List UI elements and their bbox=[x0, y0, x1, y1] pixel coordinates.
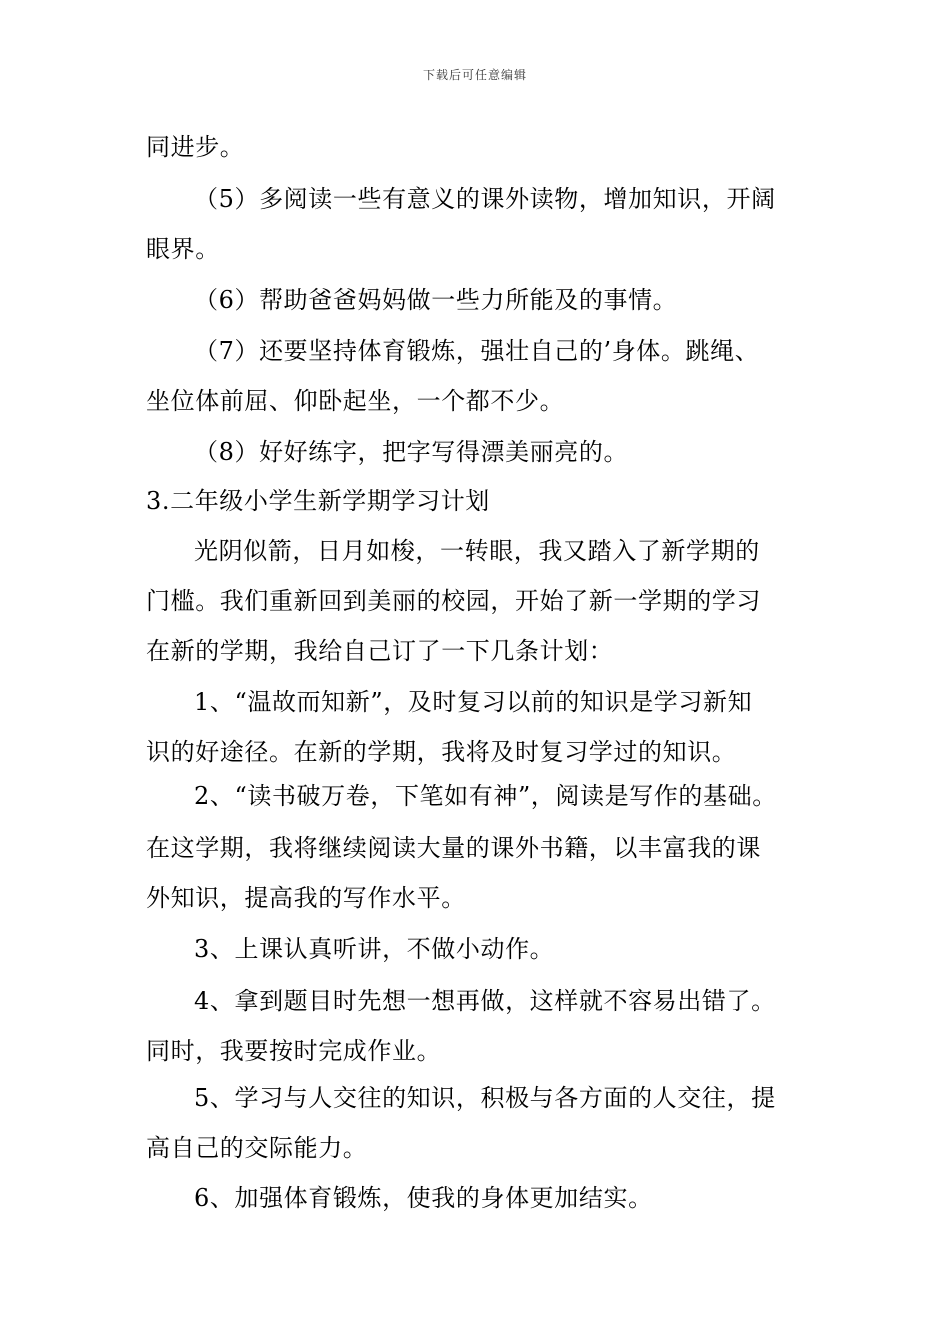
text-line: 4、拿到题目时先想一想再做，这样就不容易出错了。 bbox=[194, 987, 776, 1015]
text-line: 光阴似箭，日月如梭，一转眼，我又踏入了新学期的 bbox=[194, 537, 760, 565]
section-heading: 3.二年级小学生新学期学习计划 bbox=[146, 487, 490, 515]
text-line: （8）好好练字，把字写得漂美丽亮的。 bbox=[194, 438, 629, 466]
text-line: 识的好途径。在新的学期，我将及时复习学过的知识。 bbox=[146, 738, 737, 766]
text-line: 门槛。我们重新回到美丽的校园，开始了新一学期的学习 bbox=[146, 587, 761, 615]
text-line: 1、“温故而知新”，及时复习以前的知识是学习新知 bbox=[194, 688, 753, 716]
text-line: 眼界。 bbox=[146, 235, 220, 263]
text-line: （6）帮助爸爸妈妈做一些力所能及的事情。 bbox=[194, 286, 678, 314]
text-line: 坐位体前屈、仰卧起坐，一个都不少。 bbox=[146, 387, 565, 415]
text-line: 3、上课认真听讲，不做小动作。 bbox=[194, 935, 555, 963]
text-line: （5）多阅读一些有意义的课外读物，增加知识，开阔 bbox=[194, 185, 776, 213]
text-line: 高自己的交际能力。 bbox=[146, 1134, 368, 1162]
text-line: 同进步。 bbox=[146, 133, 245, 161]
text-line: 5、学习与人交往的知识，积极与各方面的人交往，提 bbox=[194, 1084, 776, 1112]
text-line: 同时，我要按时完成作业。 bbox=[146, 1037, 442, 1065]
text-line: 6、加强体育锻炼，使我的身体更加结实。 bbox=[194, 1184, 653, 1212]
text-line: 在这学期，我将继续阅读大量的课外书籍，以丰富我的课 bbox=[146, 834, 761, 862]
text-line: 在新的学期，我给自己订了一下几条计划： bbox=[146, 637, 614, 665]
page-header: 下载后可任意编辑 bbox=[422, 68, 527, 82]
text-line: （7）还要坚持体育锻炼，强壮自己的’身体。跳绳、 bbox=[194, 337, 760, 365]
text-line: 2、“读书破万卷，下笔如有神”，阅读是写作的基础。 bbox=[194, 782, 777, 810]
text-line: 外知识，提高我的写作水平。 bbox=[146, 884, 466, 912]
